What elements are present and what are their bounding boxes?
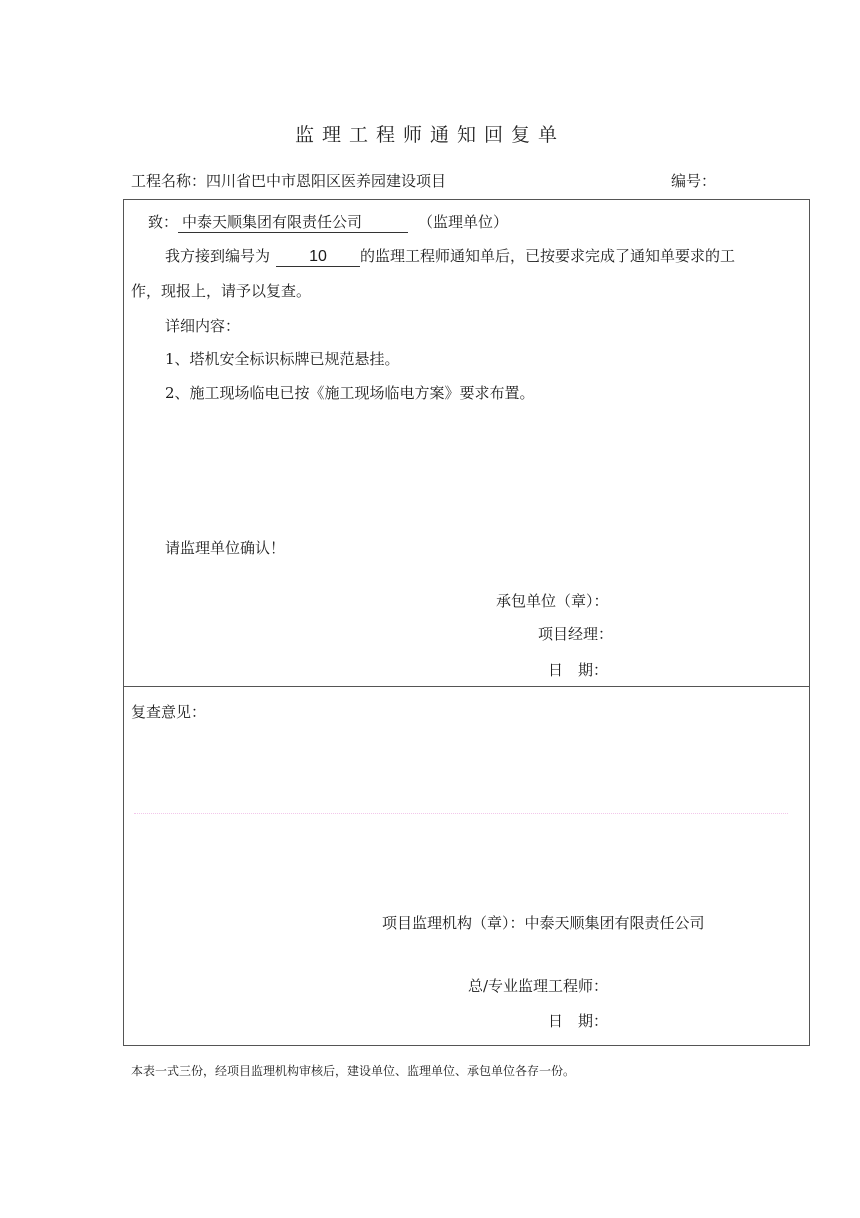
faint-guide-line [134,813,788,814]
supervision-org-label: 项目监理机构（章）： [382,914,525,932]
supervising-engineer-label: 总/专业监理工程师： [468,977,609,995]
statement-prefix: 我方接到编号为 [165,247,271,265]
number-label: 编号： [671,172,717,190]
project-manager-label: 项目经理： [538,625,614,643]
details-label: 详细内容： [165,317,241,335]
footer-note: 本表一式三份，经项目监理机构审核后，建设单位、监理单位、承包单位各存一份。 [131,1064,576,1078]
document-number-field [671,170,716,191]
supervision-org-line [382,912,705,933]
detail-item-2: 2、施工现场临电已按《施工现场临电方案》要求布置。 [165,384,535,402]
notice-number: 10 [276,248,360,267]
detail-item-1: 1、塔机安全标识标牌已规范悬挂。 [165,350,400,368]
supervision-org-name: 中泰天顺集团有限责任公司 [524,914,705,932]
review-opinion-label: 复查意见： [131,703,207,721]
to-company: 中泰天顺集团有限责任公司 [178,211,408,233]
project-name: 四川省巴中市恩阳区医养园建设项目 [206,172,447,190]
section-divider [123,686,810,687]
review-date-label: 日 期： [548,1012,609,1030]
confirm-request: 请监理单位确认！ [165,539,286,557]
reply-statement-line2: 作，现报上，请予以复查。 [131,282,312,300]
project-name-field [131,170,446,191]
project-label: 工程名称： [131,172,207,190]
addressee-line [148,211,508,233]
reply-date-label: 日 期： [548,661,609,679]
statement-suffix: 的监理工程师通知单后，已按要求完成了通知单要求的工 [360,247,736,265]
to-label: 致： [148,213,179,231]
contractor-seal-label: 承包单位（章）： [496,592,609,610]
to-role: （监理单位） [418,213,509,231]
reply-statement-line1 [165,245,735,267]
document-title: 监理工程师通知回复单 [294,124,565,146]
